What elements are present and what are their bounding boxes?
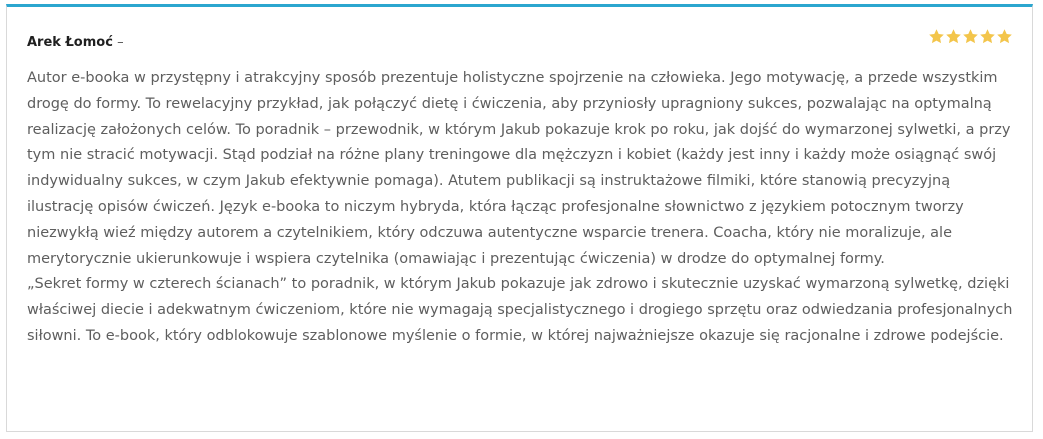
review-card bbox=[6, 4, 1033, 432]
star-icon bbox=[996, 28, 1013, 45]
star-icon bbox=[928, 28, 945, 45]
review-meta bbox=[27, 35, 124, 50]
review-text bbox=[27, 66, 1017, 350]
review-separator: – bbox=[117, 35, 124, 50]
review-paragraph-1: Autor e-booka w przystępny i atrakcyjny sposób prezentuje holistyczne spojrzenie na człowieka. Jego motywację, a przede wszystkim drogę do formy. To rewelacyjny przykład, jak połączyć dietę i ćwiczenia, aby przyniosły upragniony sukces, pozwalając na optymalną realizację założonych celów. To poradnik – przewodnik, w którym Jakub pokazuje krok po roku, jak dojść do wymarzonej sylwetki, a przy tym nie stracić motywacji. Stąd podział na różne plany treningowe dla mężczyzn i kobiet (każdy jest inny i każdy może osiągnąć swój indywidualny sukces, w czym Jakub efektywnie pomaga). Atutem publikacji są instruktażowe filmiki, które stanowią precyzyjną ilustrację opisów ćwiczeń. Język e-booka to niczym hybryda, która łącząc profesjonalne słownictwo z językiem potocznym tworzy niezwykłą wieź między autorem a czytelnikiem, który odczuwa autentyczne wsparcie trenera. Coacha, który nie moralizuje, ale merytorycznie ukierunkowuje i wspiera czytelnika (omawiając i prezentując ćwiczenia) w drodze do optymalnej formy. bbox=[27, 70, 1011, 267]
star-icon bbox=[945, 28, 962, 45]
star-icon bbox=[962, 28, 979, 45]
star-icon bbox=[979, 28, 996, 45]
review-paragraph-2: „Sekret formy w czterech ścianach” to poradnik, w którym Jakub pokazuje jak zdrowo i skutecznie uzyskać wymarzoną sylwetkę, dzięki właściwej diecie i adekwatnym ćwiczeniom, które nie wymagają specjalistycznego i drogiego sprzętu oraz odwiedzania profesjonalnych siłowni. To e-book, który odblokowuje szablonowe myślenie o formie, w której najważniejsze okazuje się racjonalne i zdrowe podejście. bbox=[27, 276, 1013, 344]
review-author: Arek Łomoć bbox=[27, 35, 113, 50]
star-rating bbox=[928, 28, 1013, 45]
